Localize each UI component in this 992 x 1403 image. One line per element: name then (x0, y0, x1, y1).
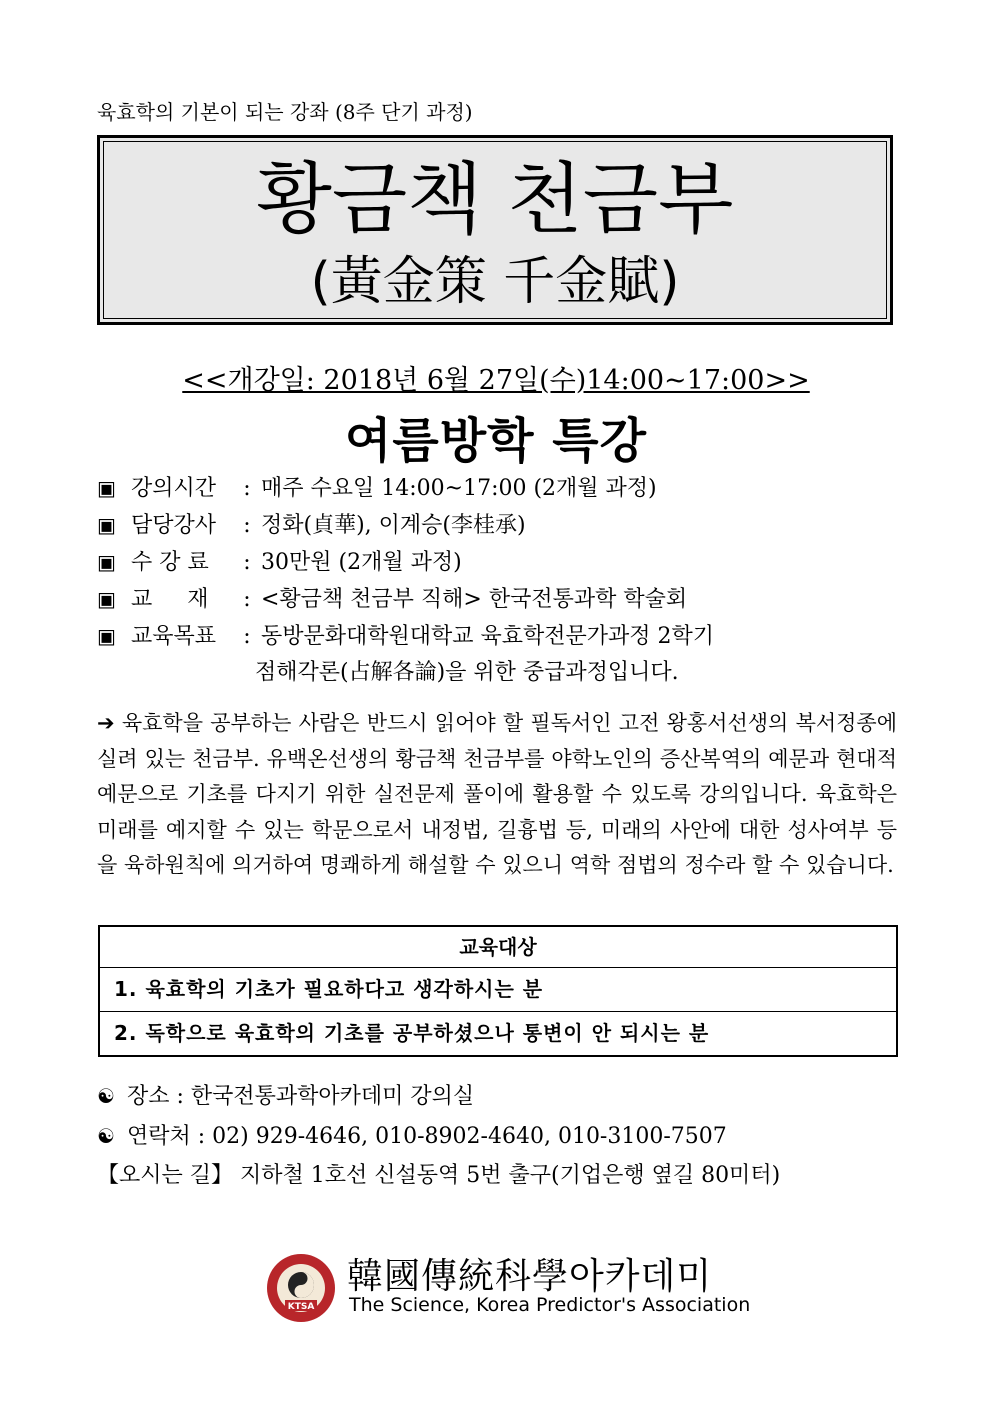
page-title: 황금책 천금부 (256, 155, 734, 245)
contact-phone (97, 1119, 780, 1159)
emblem-label: KTSA (287, 1302, 315, 1312)
phone-text: 연락처 : 02) 929-4646, 010-8902-4640, 010-3100-7507 (127, 1124, 727, 1149)
yin-yang-icon: ☯ (97, 1084, 115, 1108)
info-value: 30만원 (2개월 과정) (261, 550, 462, 575)
target-audience-table (98, 925, 898, 1057)
info-row-textbook: ▣ 교 재 : <황금책 천금부 직해> 한국전통과학 학술회 (97, 583, 917, 620)
info-value: <황금책 천금부 직해> 한국전통과학 학술회 (261, 587, 688, 612)
special-lecture-heading: 여름방학 특강 (345, 413, 647, 469)
info-row-time: ▣ 강의시간 : 매주 수요일 14:00~17:00 (2개월 과정) (97, 472, 917, 509)
info-label: 담당강사 (131, 513, 217, 538)
academy-name-korean: 韓國傳統科學아카데미 (347, 1256, 713, 1297)
info-row-fee: ▣ 수 강 료 : 30만원 (2개월 과정) (97, 546, 917, 583)
page-title-hanja: (黃金策 千金賦) (310, 252, 680, 312)
target-item: 2. 독학으로 육효학의 기초를 공부하셨으나 통변이 안 되시는 분 (100, 1011, 896, 1055)
info-label: 강의시간 (131, 476, 217, 501)
contact-info (97, 1079, 780, 1199)
course-description: ➔ 육효학을 공부하는 사람은 반드시 읽어야 할 필독서인 고전 왕홍서선생의 복서정종에 실려 있는 천금부. 유백온선생의 황금책 천금부를 야학노인의 증산복역의 예문과 현대적 예문으로 기초를 다지기 위한 실전문제 풀이에 활용할 수 있도록 강의입니다. 육효학은 미래를 예지할 수 있는 학문으로서 내정법, 길흉법 등, 미래의 사안에 대한 성사여부 등을 육하원칙에 의거하여 명쾌하게 해설할 수 있으니 역학 점법의 정수라 할 수 있습니다. (97, 711, 897, 877)
info-value-continued: 점해각론(占解各論)을 위한 중급과정입니다. (255, 660, 679, 685)
title-box (97, 135, 893, 325)
square-bullet-icon: ▣ (97, 624, 116, 648)
info-label: 수 강 료 (131, 550, 209, 575)
place-text: 장소 : 한국전통과학아카데미 강의실 (127, 1084, 475, 1109)
target-item: 1. 육효학의 기초가 필요하다고 생각하시는 분 (114, 977, 544, 1001)
contact-place (97, 1079, 780, 1119)
academy-emblem-icon (265, 1252, 337, 1324)
square-bullet-icon: ▣ (97, 550, 116, 574)
opening-date: <<개강일: 2018년 6월 27일(수)14:00~17:00>> (182, 365, 810, 396)
info-label: 교육목표 (131, 624, 217, 649)
info-row-goal: ▣ 교육목표 : 동방문화대학원대학교 육효학전문가과정 2학기 (97, 620, 917, 657)
course-info (97, 472, 917, 694)
target-header: 교육대상 (100, 927, 896, 968)
info-label: 교 재 (131, 587, 209, 612)
academy-logo (265, 1248, 751, 1328)
info-value: 매주 수요일 14:00~17:00 (2개월 과정) (261, 476, 657, 501)
course-subtitle: 육효학의 기본이 되는 강좌 (8주 단기 과정) (97, 100, 473, 124)
contact-directions: 【오시는 길】 지하철 1호선 신설동역 5번 출구(기업은행 옆길 80미터) (97, 1163, 781, 1188)
square-bullet-icon: ▣ (97, 587, 116, 611)
academy-name-english: The Science, Korea Predictor's Association (349, 1294, 751, 1316)
yin-yang-icon: ☯ (97, 1124, 115, 1148)
square-bullet-icon: ▣ (97, 513, 116, 537)
info-value: 동방문화대학원대학교 육효학전문가과정 2학기 (261, 624, 715, 649)
info-value: 정화(貞華), 이계승(李桂承) (261, 513, 526, 538)
square-bullet-icon: ▣ (97, 476, 116, 500)
info-row-instructor: ▣ 담당강사 : 정화(貞華), 이계승(李桂承) (97, 509, 917, 546)
